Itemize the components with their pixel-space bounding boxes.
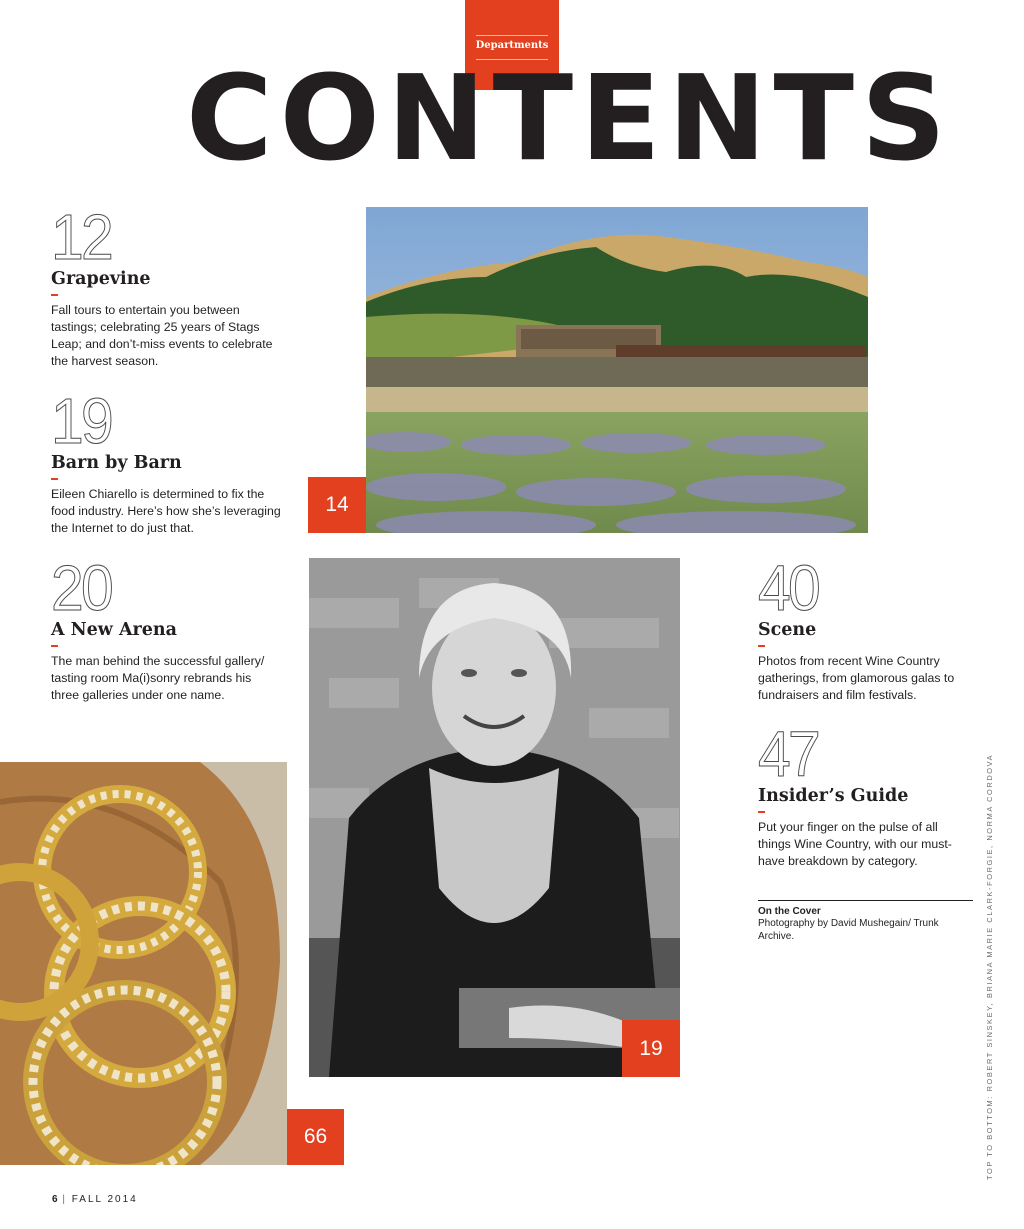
cover-credit: Photography by David Mushegain/ Trunk Archive. (758, 918, 939, 942)
folio-issue: FALL 2014 (71, 1194, 138, 1205)
entry-description: Put your finger on the pulse of all things Wine Country, with our must-have breakdown by category. (758, 820, 952, 868)
vineyard-photo[interactable] (366, 207, 868, 533)
entry-grapevine[interactable] (51, 201, 281, 370)
on-the-cover (758, 900, 973, 943)
tab-rule-top (476, 35, 548, 36)
entry-title: Insider’s Guide (758, 786, 909, 806)
folio-page: 6 (52, 1194, 58, 1205)
entry-description: The man behind the successful gallery/ tasting room Ma(i)sonry rebrands his three galleries under one name. (51, 654, 265, 702)
page-number: 47 (758, 718, 818, 790)
entry-description: Eileen Chiarello is determined to fix the food industry. Here’s how she’s leveraging the Internet to do just that. (51, 487, 281, 535)
entry-description: Fall tours to entertain you between tastings; celebrating 25 years of Stags Leap; and don’t-miss events to celebrate the harvest season. (51, 303, 273, 368)
entry-title: Scene (758, 620, 817, 640)
vineyard-image (366, 207, 868, 533)
entry-description: Photos from recent Wine Country gatherings, from glamorous galas to fundraisers and film festivals. (758, 654, 955, 702)
entry-scene[interactable] (758, 552, 973, 704)
accent-dash (51, 294, 58, 296)
cover-rule (758, 900, 973, 901)
accent-dash (51, 645, 58, 647)
entry-title: Grapevine (51, 269, 151, 289)
page-number: 20 (51, 552, 111, 624)
page-number: 40 (758, 552, 818, 624)
entry-a-new-arena[interactable] (51, 552, 281, 704)
tab-label: Departments (475, 40, 549, 51)
bangles-image (0, 762, 287, 1165)
accent-dash (758, 811, 765, 813)
folio-separator: | (62, 1194, 67, 1205)
bangles-photo[interactable] (0, 762, 287, 1165)
page-number: 19 (51, 385, 111, 457)
accent-dash (51, 478, 58, 480)
page-number: 12 (51, 201, 111, 273)
page-badge-vineyard: 14 (308, 477, 366, 533)
cover-heading: On the Cover (758, 906, 821, 917)
entry-title: Barn by Barn (51, 453, 182, 473)
portrait-image (309, 558, 680, 1077)
page-title: CONTENTS (186, 49, 953, 187)
folio (52, 1194, 138, 1205)
photo-credits: TOP TO BOTTOM: ROBERT SINSKEY, BRIANA MARIE CLARK-FORGIE, NORMA CORDOVA (985, 753, 994, 1180)
page-badge-bangles: 66 (287, 1109, 344, 1165)
portrait-photo[interactable] (309, 558, 680, 1077)
accent-dash (758, 645, 765, 647)
page-badge-portrait: 19 (622, 1020, 680, 1077)
entry-title: A New Arena (51, 620, 177, 640)
entry-barn-by-barn[interactable] (51, 385, 281, 537)
entry-insiders-guide[interactable] (758, 718, 973, 870)
